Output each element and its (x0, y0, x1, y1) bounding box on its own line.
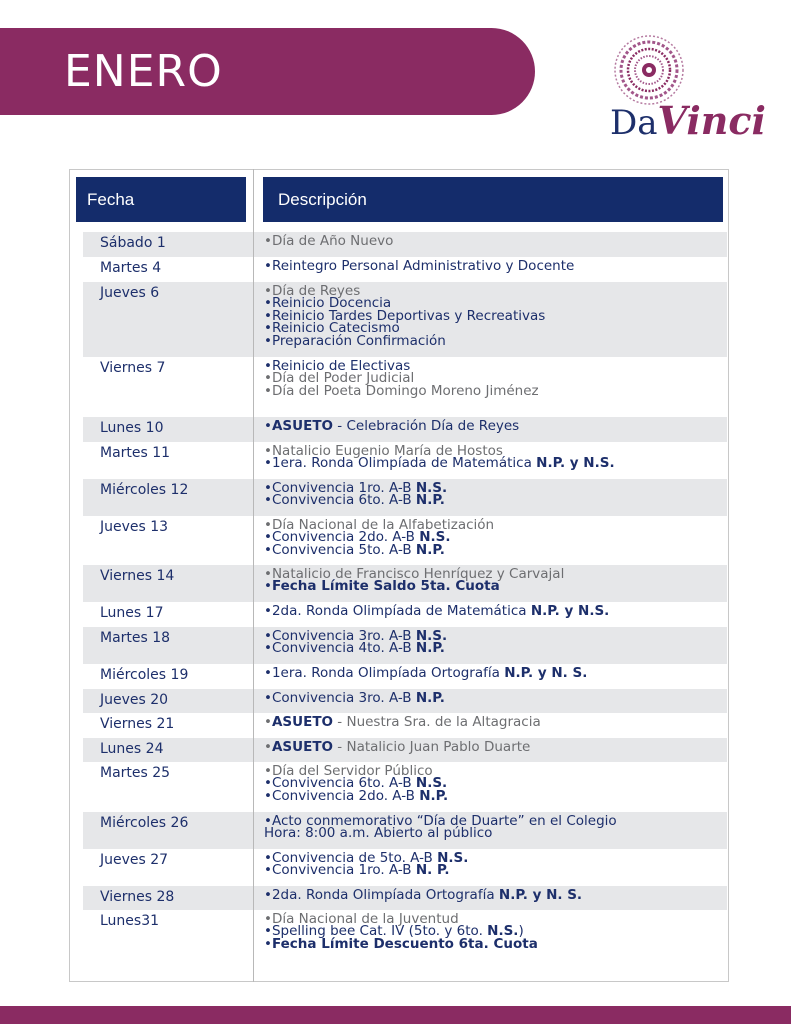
bold-text: N.P. (415, 492, 445, 509)
row-description (264, 420, 724, 432)
row-date: Miércoles 19 (100, 667, 189, 683)
table-row (83, 762, 727, 812)
description-line: •Spelling bee Cat. IV (5to. y 6to. N.S.) (264, 923, 524, 940)
bold-text: Fecha Límite Saldo 5ta. Cuota (271, 578, 500, 595)
row-date: Viernes 7 (100, 360, 166, 376)
description-line: •Fecha Límite Saldo 5ta. Cuota (264, 578, 500, 595)
description-line: •ASUETO - Nuestra Sra. de la Altagracia (264, 714, 541, 730)
bold-text: N.S. (415, 480, 448, 496)
row-date: Martes 4 (100, 260, 162, 276)
table-row (83, 664, 727, 689)
bold-text: N.P. (415, 541, 445, 558)
description-line: •Día de Año Nuevo (264, 233, 394, 249)
description-line: •Convivencia 6to. A-B N.P. (264, 492, 445, 509)
bold-text: N.P. y N. S. (498, 887, 583, 903)
description-line: •Convivencia 3ro. A-B N.S. (264, 628, 448, 644)
row-description (264, 285, 724, 347)
bold-text: N. P. (415, 862, 450, 879)
table-row (83, 602, 727, 627)
description-line: •Convivencia 1ro. A-B N. P. (264, 862, 450, 879)
row-date: Martes 11 (100, 445, 171, 461)
description-line: •Convivencia 2do. A-B N.S. (264, 529, 451, 546)
row-description (264, 692, 724, 704)
description-line: •Natalicio Eugenio María de Hostos (264, 443, 503, 459)
description-line: •Día del Servidor Público (264, 763, 433, 779)
bold-text: N.P. y N.S. (530, 603, 610, 619)
month-title: ENERO (64, 46, 223, 97)
row-description (264, 235, 724, 247)
row-description (264, 815, 724, 840)
bold-text: N.S. (419, 529, 451, 546)
table-row (83, 910, 727, 960)
description-line: •Convivencia 4to. A-B N.P. (264, 640, 445, 657)
row-description (264, 765, 724, 802)
row-description (264, 913, 724, 950)
description-line: •Día Nacional de la Juventud (264, 911, 459, 927)
row-date: Viernes 28 (100, 889, 175, 905)
description-line: •Convivencia 5to. A-B N.P. (264, 541, 445, 558)
description-line: •Reintegro Personal Administrativo y Docente (264, 258, 575, 274)
row-date: Jueves 6 (100, 285, 160, 301)
row-date: Lunes 17 (100, 605, 164, 621)
table-row (83, 738, 727, 762)
bold-text: ASUETO (271, 418, 334, 434)
row-description (264, 260, 724, 272)
description-line: •2da. Ronda Olimpíada de Matemática N.P. y N.S. (264, 603, 610, 619)
bold-text: N.P. y N.S. (536, 455, 615, 472)
table-row (83, 565, 727, 602)
table-row (83, 257, 727, 282)
row-date: Jueves 27 (100, 852, 169, 868)
bold-text: N.S. (415, 628, 448, 644)
bold-text: N.S. (437, 850, 469, 866)
row-description (264, 667, 724, 679)
row-date: Miércoles 12 (100, 482, 189, 498)
row-description (264, 630, 724, 655)
row-date: Jueves 13 (100, 519, 169, 535)
description-line: •1era. Ronda Olimpíada Ortografía N.P. y N. S. (264, 665, 588, 681)
table-row (83, 516, 727, 565)
description-line: •Reinicio de Electivas (264, 358, 411, 374)
logo-vinci: Vinci (657, 98, 766, 143)
bold-text: N.P. (419, 787, 449, 804)
table-row (83, 357, 727, 417)
description-line: •Convivencia de 5to. A-B N.S. (264, 850, 469, 866)
row-description (264, 605, 724, 617)
table-row (83, 849, 727, 886)
description-line: •1era. Ronda Olimpíada de Matemática N.P. y N.S. (264, 455, 615, 472)
description-line: •Natalicio de Francisco Henríquez y Carvajal (264, 566, 565, 582)
table-row (83, 886, 727, 910)
row-description (264, 716, 724, 728)
description-line: •Convivencia 3ro. A-B N.P. (264, 690, 445, 706)
row-date: Lunes31 (100, 913, 160, 929)
description-line: •Acto conmemorativo “Día de Duarte” en el Colegio (264, 813, 617, 829)
column-header-fecha: Fecha (76, 177, 246, 222)
row-date: Miércoles 26 (100, 815, 189, 831)
row-date: Lunes 24 (100, 741, 164, 757)
bold-text: ASUETO (271, 739, 334, 755)
bold-text: N.P. (415, 690, 445, 706)
description-line: Hora: 8:00 a.m. Abierto al público (264, 825, 493, 842)
table-row (83, 417, 727, 442)
bold-text: Fecha Límite Descuento 6ta. Cuota (271, 935, 538, 952)
table-row (83, 812, 727, 849)
description-line: •Convivencia 6to. A-B N.S. (264, 775, 448, 792)
row-date: Jueves 20 (100, 692, 169, 708)
bold-text: N.S. (415, 775, 448, 792)
description-line: •Fecha Límite Descuento 6ta. Cuota (264, 935, 538, 952)
bold-text: N.P. (415, 640, 445, 657)
description-line: •2da. Ronda Olimpíada Ortografía N.P. y N. S. (264, 887, 583, 903)
logo-da: Da (610, 103, 658, 143)
description-line: •Reinicio Docencia (264, 295, 392, 312)
logo-wordmark (610, 98, 766, 143)
bold-text: N.S. (487, 923, 519, 940)
row-description (264, 852, 724, 877)
row-description (264, 889, 724, 901)
description-line: •Preparación Confirmación (264, 332, 446, 349)
description-line: •Día del Poder Judicial (264, 370, 415, 387)
table-row (83, 713, 727, 738)
table-row (83, 282, 727, 357)
description-line: •Día del Poeta Domingo Moreno Jiménez (264, 382, 539, 399)
row-description (264, 360, 724, 397)
row-description (264, 445, 724, 470)
description-line: •Convivencia 1ro. A-B N.S. (264, 480, 448, 496)
column-header-descripcion: Descripción (263, 177, 723, 222)
footer-bar (0, 1006, 791, 1024)
table-row (83, 442, 727, 479)
row-date: Martes 25 (100, 765, 171, 781)
description-line: •ASUETO - Celebración Día de Reyes (264, 418, 520, 434)
table-row (83, 689, 727, 713)
description-line: •Reinicio Catecismo (264, 320, 400, 337)
row-date: Lunes 10 (100, 420, 164, 436)
row-date: Martes 18 (100, 630, 171, 646)
row-description (264, 741, 724, 753)
row-date: Viernes 14 (100, 568, 175, 584)
table-row (83, 479, 727, 516)
description-line: •Reinicio Tardes Deportivas y Recreativas (264, 307, 546, 324)
row-date: Viernes 21 (100, 716, 175, 732)
description-line: •Día de Reyes (264, 283, 361, 299)
row-date: Sábado 1 (100, 235, 166, 251)
column-divider (253, 169, 254, 982)
table-row (83, 232, 727, 257)
bold-text: N.P. y N. S. (504, 665, 588, 681)
description-line: •Convivencia 2do. A-B N.P. (264, 787, 449, 804)
description-line: •Día Nacional de la Alfabetización (264, 517, 495, 533)
row-description (264, 482, 724, 507)
description-line: •ASUETO - Natalicio Juan Pablo Duarte (264, 739, 531, 755)
table-row (83, 627, 727, 664)
bold-text: ASUETO (271, 714, 334, 730)
row-description (264, 519, 724, 556)
row-description (264, 568, 724, 593)
